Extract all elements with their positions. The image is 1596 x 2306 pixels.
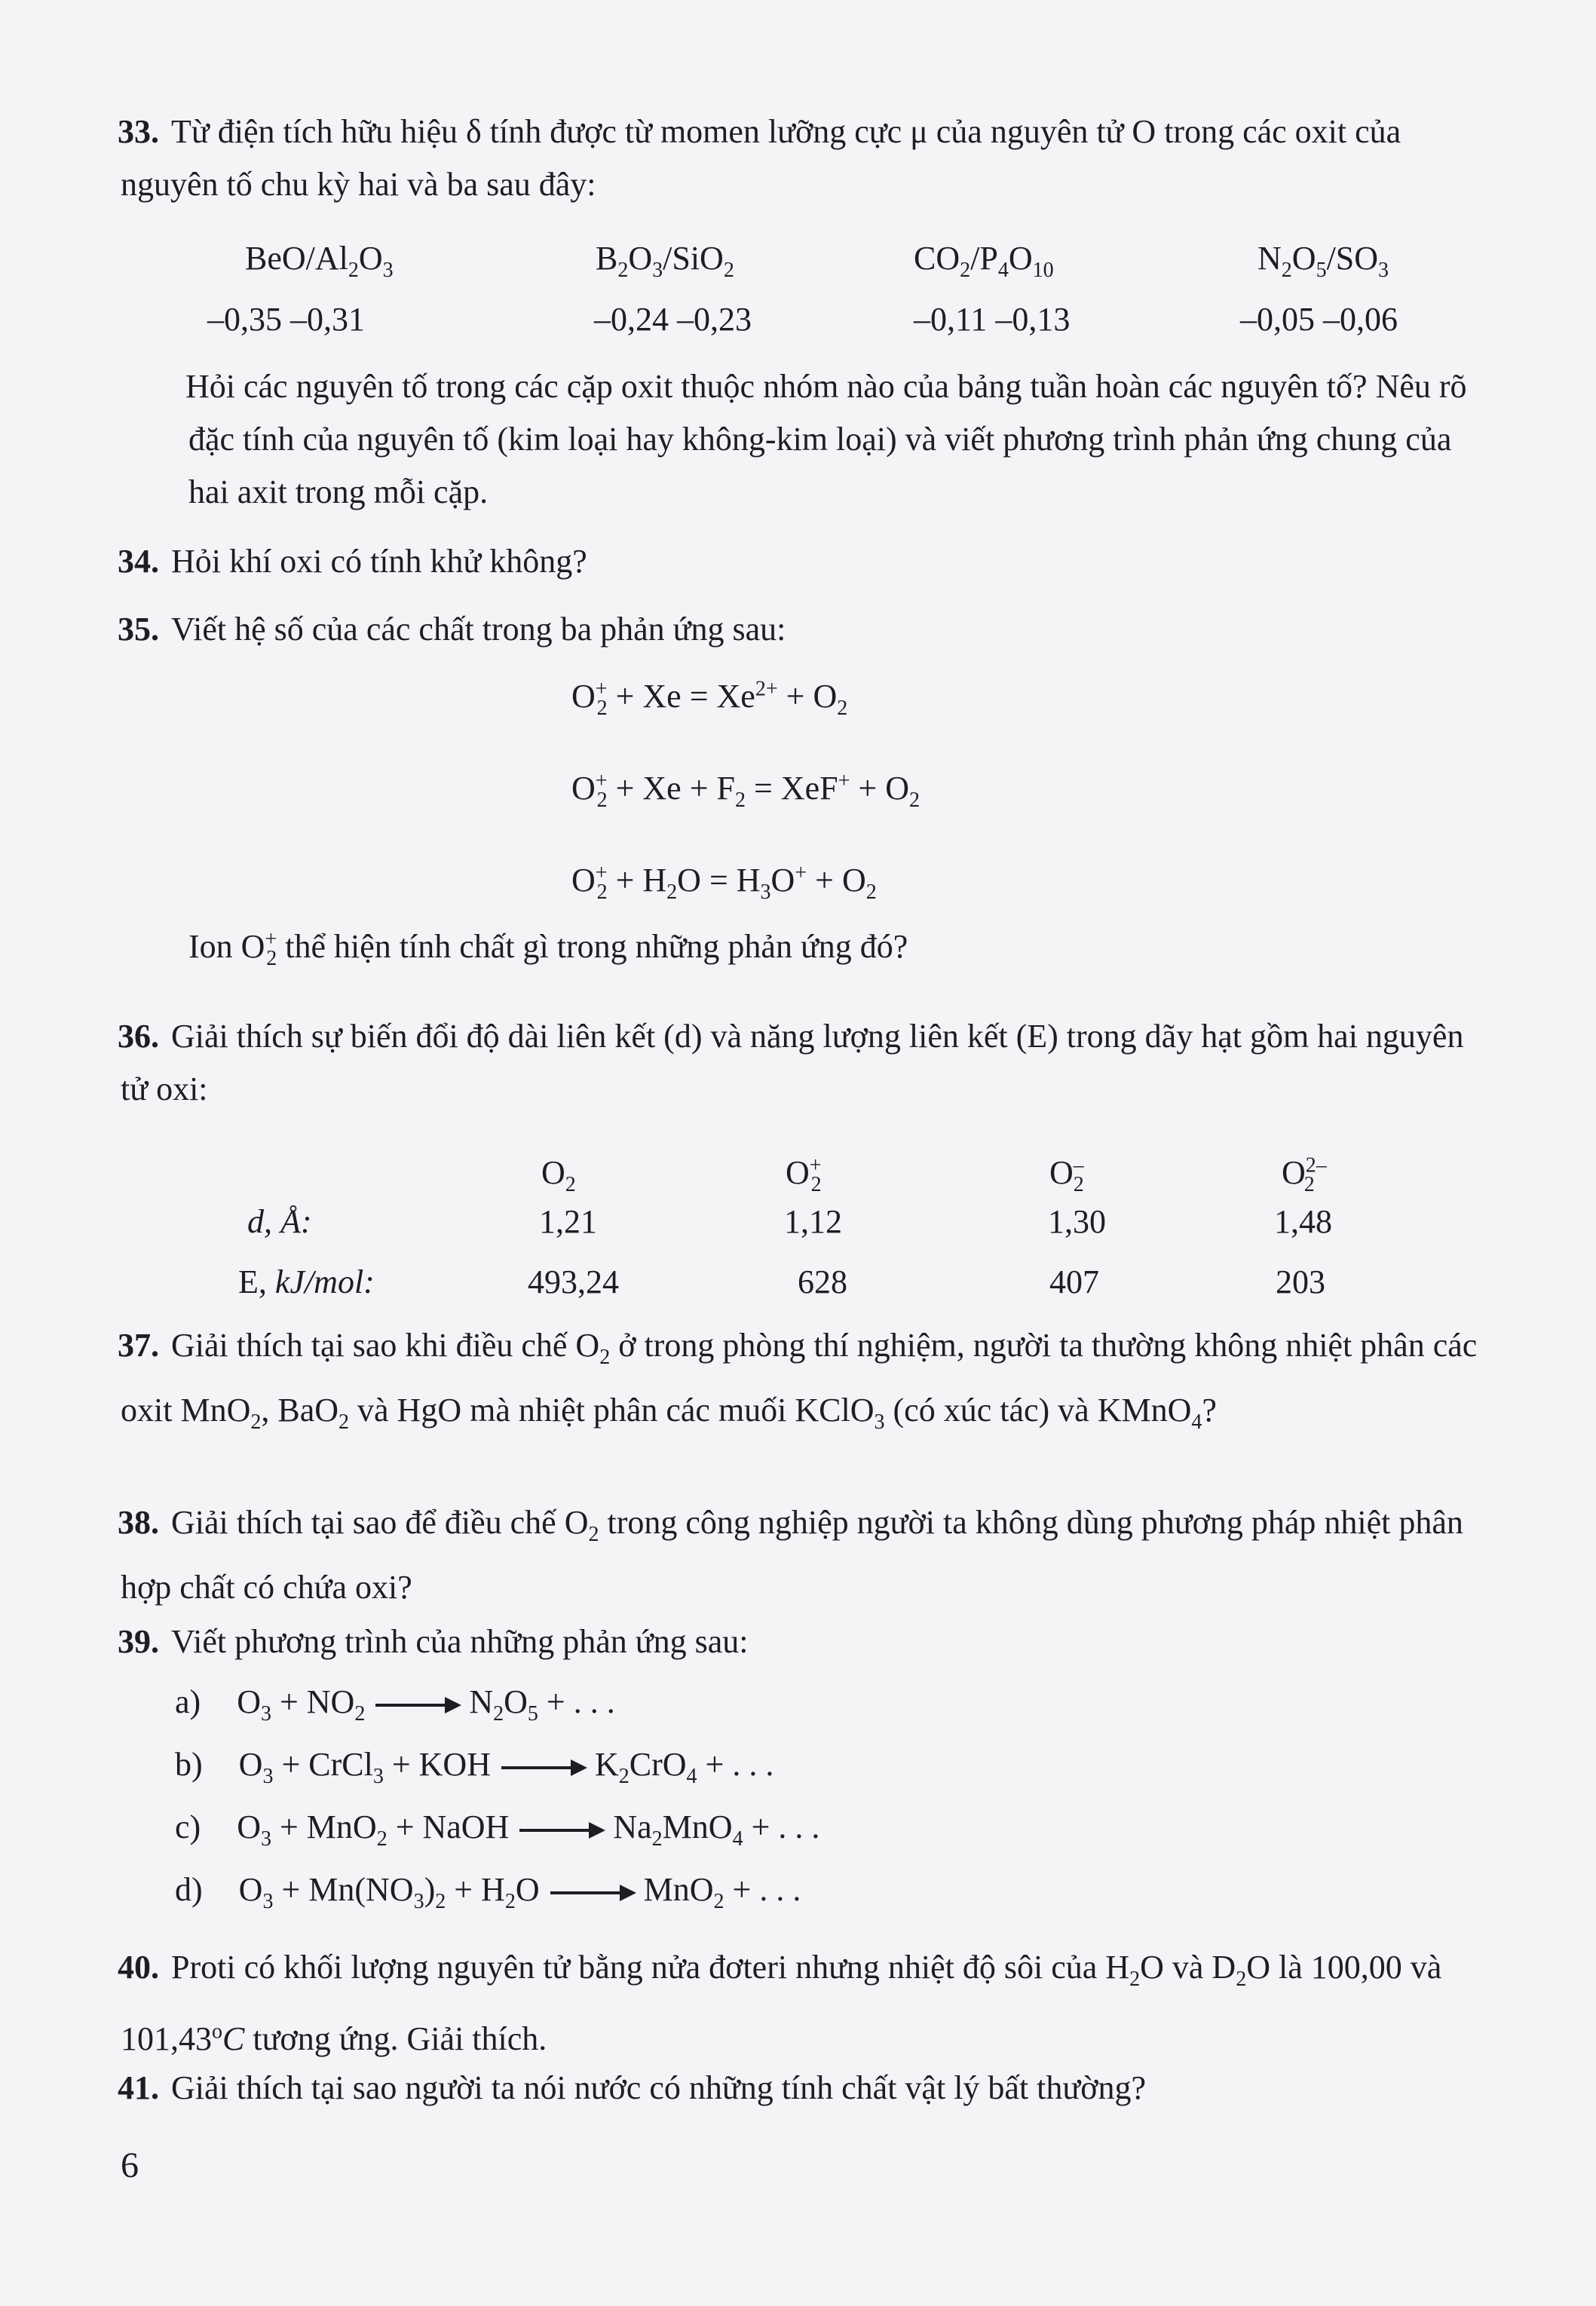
reaction-label: c)	[175, 1808, 201, 1845]
reaction-d: d) $O_3 + Mn(NO_3)_2 + H_2O$ MnO$_2$ + . . .	[175, 1871, 801, 1913]
species-O2-plus: $O^+_2$	[786, 1153, 822, 1196]
d-O2-minus: 1,30	[1048, 1203, 1106, 1240]
d-O2-2minus: 1,48	[1274, 1203, 1332, 1240]
question-text: Viết hệ số của các chất trong ba phản ứng sau:	[171, 611, 786, 648]
question-34	[118, 535, 1478, 588]
question-33-body: Hỏi các nguyên tố trong các cặp oxit thuộc nhóm nào của bảng tuần hoàn các nguyên tố? Nêu rõ đặc tính của nguyên tố (kim loại hay không-kim loại) và viết phương trình phản ứng chung của hai axit trong mỗi cặp.	[185, 368, 1467, 510]
species-O2-2minus: $O^{2-}_2$	[1282, 1153, 1327, 1196]
question-text: Proti có khối lượng nguyên tử bằng nửa đơteri nhưng nhiệt độ sôi của $H_2O$ và $D_2O$ là 100,00 và 101,43$^o$C tương ứng. Giải thích.	[121, 1949, 1442, 2058]
question-35-ion: Ion $O^+_2$ thể hiện tính chất gì trong những phản ứng đó?	[188, 927, 908, 970]
row-e-label: E, kJ/mol:	[238, 1263, 375, 1300]
value-3: –0,11 –0,13	[914, 301, 1071, 338]
value-1: –0,35 –0,31	[207, 301, 365, 338]
equation-3: $O^+_2 + H_2O = H_3O^+ + O_2$	[571, 861, 877, 904]
question-38	[118, 1496, 1478, 1614]
question-36	[118, 1010, 1478, 1116]
equation-2: $O^+_2 + Xe + F_2 = XeF^+ + O_2$	[571, 769, 920, 812]
reaction-a: a) $O_3 + NO_2$ $N_2O_5$ + . . .	[175, 1683, 615, 1726]
equation-1: $O^+_2 + Xe = Xe^{2+} + O_2$	[571, 677, 848, 720]
pair-4: $N_2O_5/SO_3$	[1258, 240, 1389, 282]
d-O2-plus: 1,12	[784, 1203, 842, 1240]
question-number: 41.	[118, 2069, 159, 2106]
question-number: 38.	[118, 1504, 159, 1541]
species-O2-minus: $O^-_2$	[1049, 1153, 1084, 1196]
question-text: Hỏi khí oxi có tính khử không?	[171, 543, 587, 580]
value-2: –0,24 –0,23	[594, 301, 752, 338]
question-text: Giải thích sự biến đổi độ dài liên kết (d) và năng lượng liên kết (E) trong dãy hạt gồm hai nguyên tử oxi:	[121, 1018, 1464, 1107]
reaction-label: a)	[175, 1683, 201, 1720]
question-37	[118, 1319, 1478, 1449]
question-39	[118, 1615, 1478, 1668]
question-text: Viết phương trình của những phản ứng sau:	[171, 1623, 749, 1660]
species-O2: $O_2$	[541, 1154, 576, 1196]
question-number: 39.	[118, 1623, 159, 1660]
arrow-icon	[550, 1891, 633, 1894]
question-number: 40.	[118, 1949, 159, 1986]
question-text: Giải thích tại sao khi điều chế $O_2$ ở trong phòng thí nghiệm, người ta thường không nhiệt phân các oxit MnO$_2$, BaO$_2$ và HgO mà nhiệt phân các muối KClO$_3$ (có xúc tác) và KMnO$_4$?	[121, 1327, 1478, 1434]
pair-2: $B_2O_3/SiO_2$	[596, 240, 734, 282]
question-41	[118, 2062, 1478, 2115]
pair-1: BeO/$Al_2O_3$	[245, 240, 394, 282]
question-number: 35.	[118, 611, 159, 648]
d-O2: 1,21	[539, 1203, 597, 1240]
question-33	[118, 106, 1478, 211]
question-number: 33.	[118, 113, 159, 150]
reaction-c: c) $O_3 + MnO_2$ + NaOH $Na_2MnO_4$ + . . .	[175, 1808, 820, 1851]
question-number: 36.	[118, 1018, 159, 1055]
question-35	[118, 603, 1478, 656]
reaction-b: b) $O_3$ + CrCl$_3$ + KOH $K_2CrO_4$ + . . .	[175, 1746, 774, 1788]
question-text: Giải thích tại sao người ta nói nước có những tính chất vật lý bất thường?	[171, 2069, 1147, 2106]
question-40	[118, 1941, 1478, 2066]
question-text: Giải thích tại sao để điều chế $O_2$ trong công nghiệp người ta không dùng phương pháp nhiệt phân hợp chất có chứa oxi?	[121, 1504, 1463, 1606]
reaction-label: b)	[175, 1746, 203, 1783]
reaction-label: d)	[175, 1871, 203, 1908]
question-number: 34.	[118, 543, 159, 580]
e-O2-minus: 407	[1049, 1263, 1099, 1300]
e-O2-2minus: 203	[1276, 1263, 1325, 1300]
row-d-label: d, Å:	[247, 1203, 312, 1240]
value-4: –0,05 –0,06	[1240, 301, 1398, 338]
e-O2: 493,24	[528, 1263, 619, 1300]
question-text: Từ điện tích hữu hiệu δ tính được từ momen lưỡng cực μ của nguyên tử O trong các oxit của nguyên tố chu kỳ hai và ba sau đây:	[121, 113, 1401, 203]
question-number: 37.	[118, 1327, 159, 1364]
e-O2-plus: 628	[798, 1263, 847, 1300]
arrow-icon	[501, 1766, 584, 1769]
page-number: 6	[121, 2145, 139, 2185]
pair-3: $CO_2/P_4O_{10}$	[914, 240, 1054, 282]
arrow-icon	[519, 1829, 602, 1832]
arrow-icon	[375, 1704, 458, 1707]
